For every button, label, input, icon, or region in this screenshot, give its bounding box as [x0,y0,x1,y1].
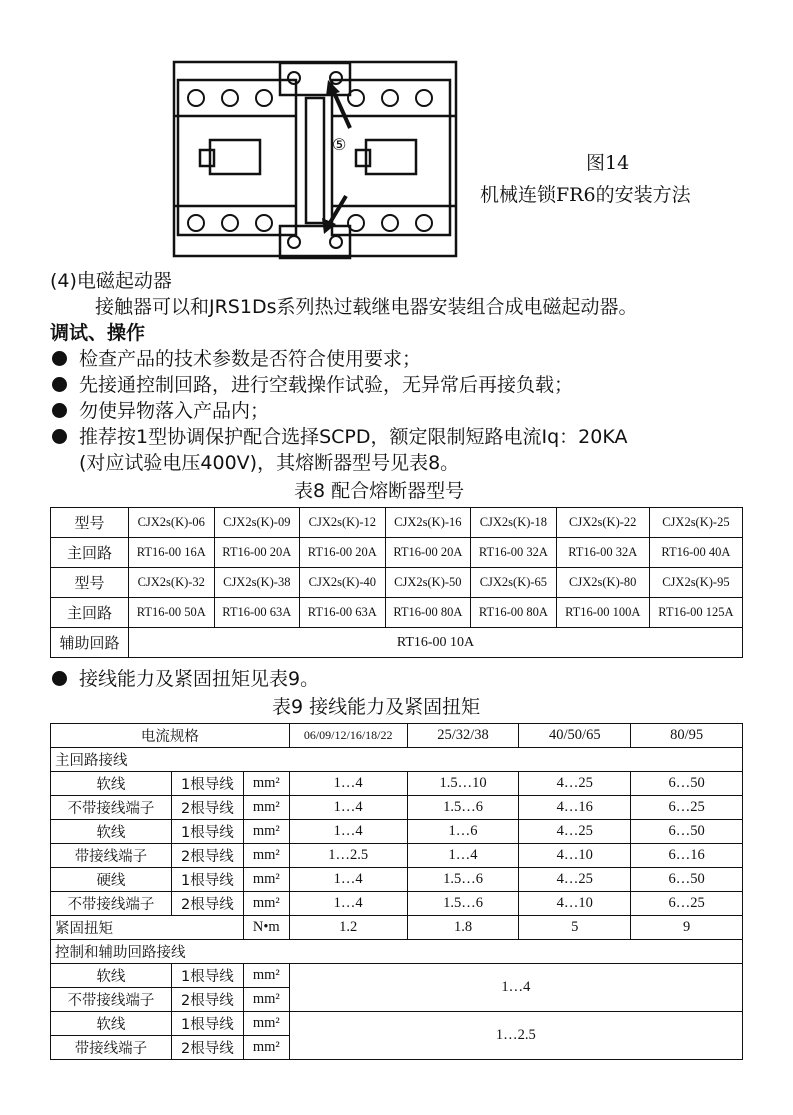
section4-heading: (4)电磁起动器 [50,270,172,292]
bullet-icon [52,429,67,444]
interlock-diagram [170,58,460,263]
table-row: 紧固扭矩 N•m 1.2 1.8 5 9 [51,916,743,940]
callout-number: ⑤ [332,135,347,154]
table-row: 主回路 RT16-00 16A RT16-00 20A RT16-00 20A RT16-00 20A RT16-00 32A RT16-00 32A RT16-00 40A [51,538,743,568]
table-row: 带接线端子 2根导线 mm² 1…2.5 1…4 4…10 6…16 [51,844,743,868]
table-row: 不带接线端子 2根导线 mm² 1…4 1.5…6 4…10 6…25 [51,892,743,916]
figure-number: 图14 [586,152,630,174]
bullet-icon [52,671,67,686]
bullet-item: 勿使异物落入产品内； [52,398,269,424]
table-row: 软线 1根导线 mm² 1…4 [51,964,743,988]
table-row: 软线 1根导线 mm² 1…4 1…6 4…25 6…50 [51,820,743,844]
bullet-item: 检查产品的技术参数是否符合使用要求； [52,346,421,372]
table-row: 主回路接线 [51,748,743,772]
table-row: 带接线端子 2根导线 mm² [51,1036,743,1060]
table-row: 控制和辅助回路接线 [51,940,743,964]
debug-heading: 调试、操作 [50,322,146,344]
table-row: 不带接线端子 2根导线 mm² 1…4 1.5…6 4…16 6…25 [51,796,743,820]
table-row: 主回路 RT16-00 50A RT16-00 63A RT16-00 63A RT16-00 80A RT16-00 80A RT16-00 100A RT16-00 125A [51,598,743,628]
bullet-item: 先接通控制回路，进行空载操作试验，无异常后再接负载； [52,372,573,398]
section4-body: 接触器可以和JRS1Ds系列热过载继电器安装组合成电磁起动器。 [95,296,638,318]
table-row: 辅助回路 RT16-00 10A [51,628,743,658]
bullet-icon [52,351,67,366]
table8-title: 表8 配合熔断器型号 [294,480,465,502]
table-row: 软线 1根导线 mm² 1…2.5 [51,1012,743,1036]
bullet-icon [52,377,67,392]
table-row: 不带接线端子 2根导线 mm² [51,988,743,1012]
wiring-table [50,723,743,1060]
table-row: 型号 CJX2s(K)-32 CJX2s(K)-38 CJX2s(K)-40 CJX2s(K)-50 CJX2s(K)-65 CJX2s(K)-80 CJX2s(K)-95 [51,568,743,598]
figure-title: 机械连锁FR6的安装方法 [480,184,691,206]
fuse-table [50,507,743,658]
bullet-item: 接线能力及紧固扭矩见表9。 [52,666,319,692]
table-row: 电流规格 06/09/12/16/18/22 25/32/38 40/50/65 80/95 [51,724,743,748]
bullet-icon [52,403,67,418]
table-row: 软线 1根导线 mm² 1…4 1.5…10 4…25 6…50 [51,772,743,796]
table-row: 型号 CJX2s(K)-06 CJX2s(K)-09 CJX2s(K)-12 CJX2s(K)-16 CJX2s(K)-18 CJX2s(K)-22 CJX2s(K)-25 [51,508,743,538]
table9-title: 表9 接线能力及紧固扭矩 [272,696,481,718]
bullet-continuation: (对应试验电压400V)，其熔断器型号见表8。 [79,452,460,474]
table-row: 硬线 1根导线 mm² 1…4 1.5…6 4…25 6…50 [51,868,743,892]
bullet-item: 推荐按1型协调保护配合选择SCPD，额定限制短路电流Iq：20KA [52,424,627,450]
